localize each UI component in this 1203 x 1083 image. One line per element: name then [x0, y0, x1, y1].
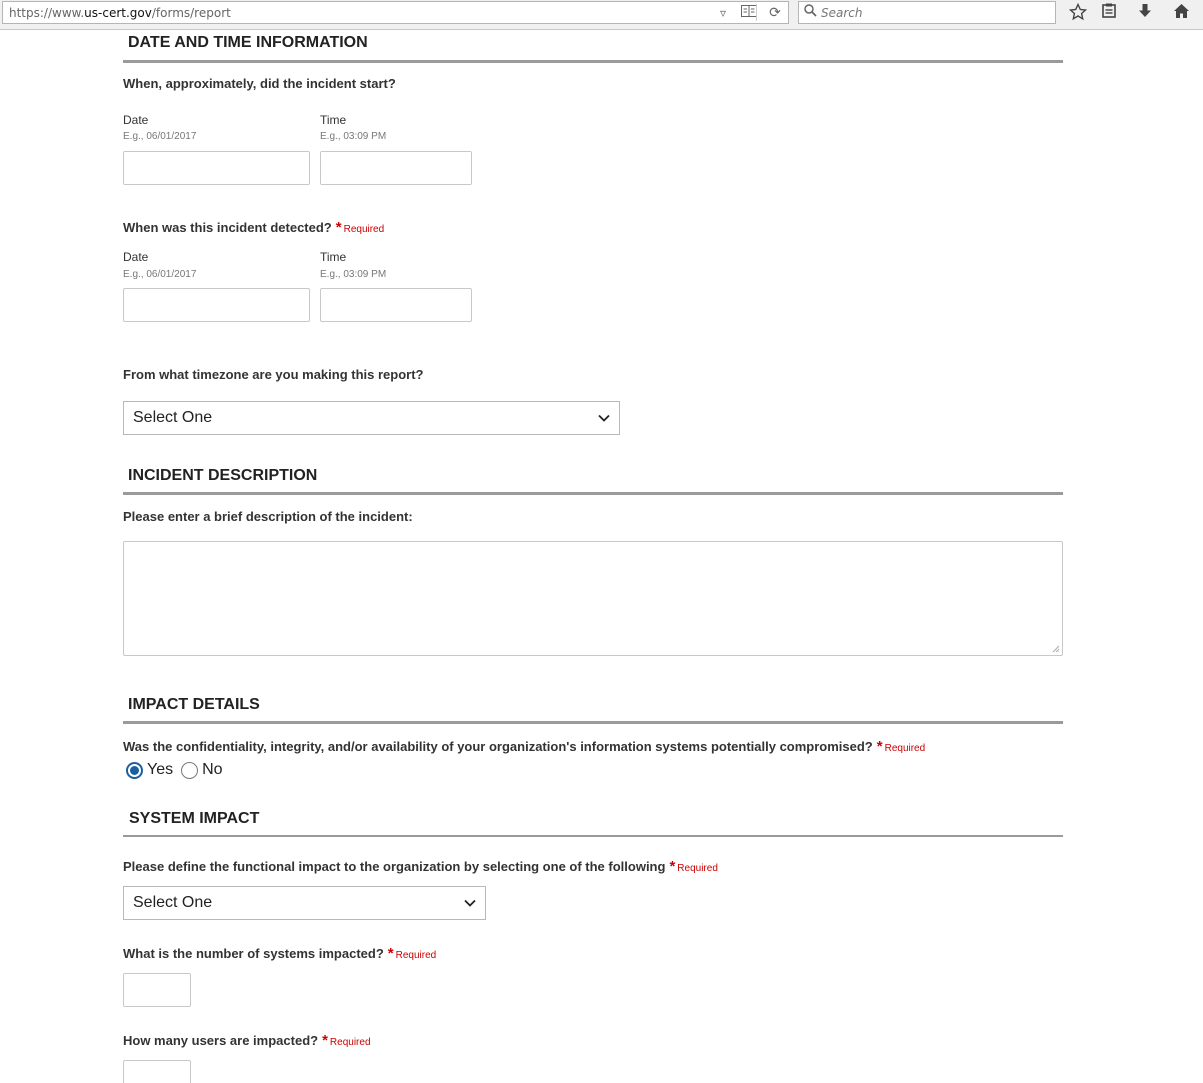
- detected-date-label: Date: [123, 250, 149, 264]
- url-bar[interactable]: [2, 1, 789, 24]
- download-icon[interactable]: [1134, 3, 1156, 23]
- question-cia-compromised: [123, 738, 925, 755]
- chevron-down-icon: [463, 896, 477, 910]
- url-text[interactable]: [9, 6, 231, 20]
- url-path: /forms/report: [151, 6, 231, 20]
- question-functional-impact: [123, 858, 718, 875]
- question-users-impacted: [123, 1032, 371, 1049]
- required-label: Required: [343, 224, 385, 235]
- functional-impact-select[interactable]: [123, 886, 486, 920]
- required-star: *: [335, 219, 342, 236]
- required-star: *: [387, 945, 394, 962]
- report-form: [0, 30, 1203, 1083]
- url-prefix: https://www.: [9, 6, 85, 20]
- dropdown-arrow-icon[interactable]: ▿: [719, 5, 727, 20]
- chevron-down-icon: [597, 411, 611, 425]
- start-time-label: Time: [320, 113, 347, 127]
- radio-yes-label[interactable]: Yes: [147, 761, 174, 778]
- reload-icon[interactable]: ⟳: [769, 4, 781, 20]
- question-text: What is the number of systems impacted?: [123, 946, 384, 961]
- timezone-select-value: Select One: [133, 409, 213, 426]
- section-heading-date-time: DATE AND TIME INFORMATION: [128, 34, 368, 51]
- required-label: Required: [395, 950, 437, 961]
- question-incident-detected: [123, 219, 384, 236]
- required-label: Required: [677, 863, 718, 874]
- question-text: How many users are impacted?: [123, 1033, 319, 1048]
- description-textarea[interactable]: [123, 541, 1063, 656]
- start-date-label: Date: [123, 113, 149, 127]
- url-separator: [756, 4, 757, 21]
- search-icon: [804, 4, 817, 20]
- radio-yes[interactable]: [126, 762, 143, 779]
- users-impacted-input[interactable]: [123, 1060, 191, 1083]
- question-text: Please define the functional impact to the organization by selecting one of the following: [123, 859, 666, 874]
- question-text: Was the confidentiality, integrity, and/or availability of your organization's information systems potentially compromised?: [123, 739, 873, 754]
- detected-time-label: Time: [320, 250, 347, 264]
- question-description: Please enter a brief description of the incident:: [123, 509, 413, 524]
- section-heading-incident-description: INCIDENT DESCRIPTION: [128, 467, 318, 484]
- home-icon[interactable]: [1170, 3, 1192, 23]
- section-heading-system-impact: SYSTEM IMPACT: [129, 810, 260, 827]
- browser-toolbar: [0, 0, 1203, 30]
- question-incident-start: When, approximately, did the incident start?: [123, 76, 396, 91]
- detected-date-input[interactable]: [123, 288, 310, 322]
- start-date-hint: E.g., 06/01/2017: [123, 131, 197, 142]
- section-divider: [123, 492, 1063, 495]
- required-label: Required: [329, 1037, 371, 1048]
- url-domain: us-cert.gov: [84, 6, 152, 20]
- bookmark-star-icon[interactable]: [1067, 3, 1089, 23]
- section-divider: [123, 835, 1063, 837]
- question-timezone: From what timezone are you making this report?: [123, 367, 424, 382]
- section-divider: [123, 60, 1063, 63]
- timezone-select[interactable]: [123, 401, 620, 435]
- start-time-input[interactable]: [320, 151, 472, 185]
- detected-time-input[interactable]: [320, 288, 472, 322]
- functional-impact-select-value: Select One: [133, 894, 213, 911]
- resize-grip-icon[interactable]: [1052, 645, 1060, 653]
- systems-impacted-input[interactable]: [123, 973, 191, 1007]
- question-text: When was this incident detected?: [123, 220, 332, 235]
- reading-list-icon[interactable]: [1098, 3, 1120, 23]
- detected-time-hint: E.g., 03:09 PM: [320, 269, 387, 280]
- search-input[interactable]: [821, 4, 1049, 22]
- section-heading-impact-details: IMPACT DETAILS: [128, 696, 260, 713]
- section-divider: [123, 721, 1063, 724]
- reader-view-icon[interactable]: [736, 5, 762, 20]
- start-time-hint: E.g., 03:09 PM: [320, 131, 387, 142]
- question-systems-impacted: [123, 945, 436, 962]
- detected-date-hint: E.g., 06/01/2017: [123, 269, 197, 280]
- cia-radio-group: [126, 760, 231, 780]
- radio-no[interactable]: [181, 762, 198, 779]
- required-star: *: [322, 1032, 328, 1049]
- search-bar[interactable]: [798, 1, 1056, 24]
- required-star: *: [876, 738, 883, 755]
- required-star: *: [669, 858, 676, 875]
- required-label: Required: [884, 743, 926, 754]
- start-date-input[interactable]: [123, 151, 310, 185]
- radio-no-label[interactable]: No: [202, 761, 223, 778]
